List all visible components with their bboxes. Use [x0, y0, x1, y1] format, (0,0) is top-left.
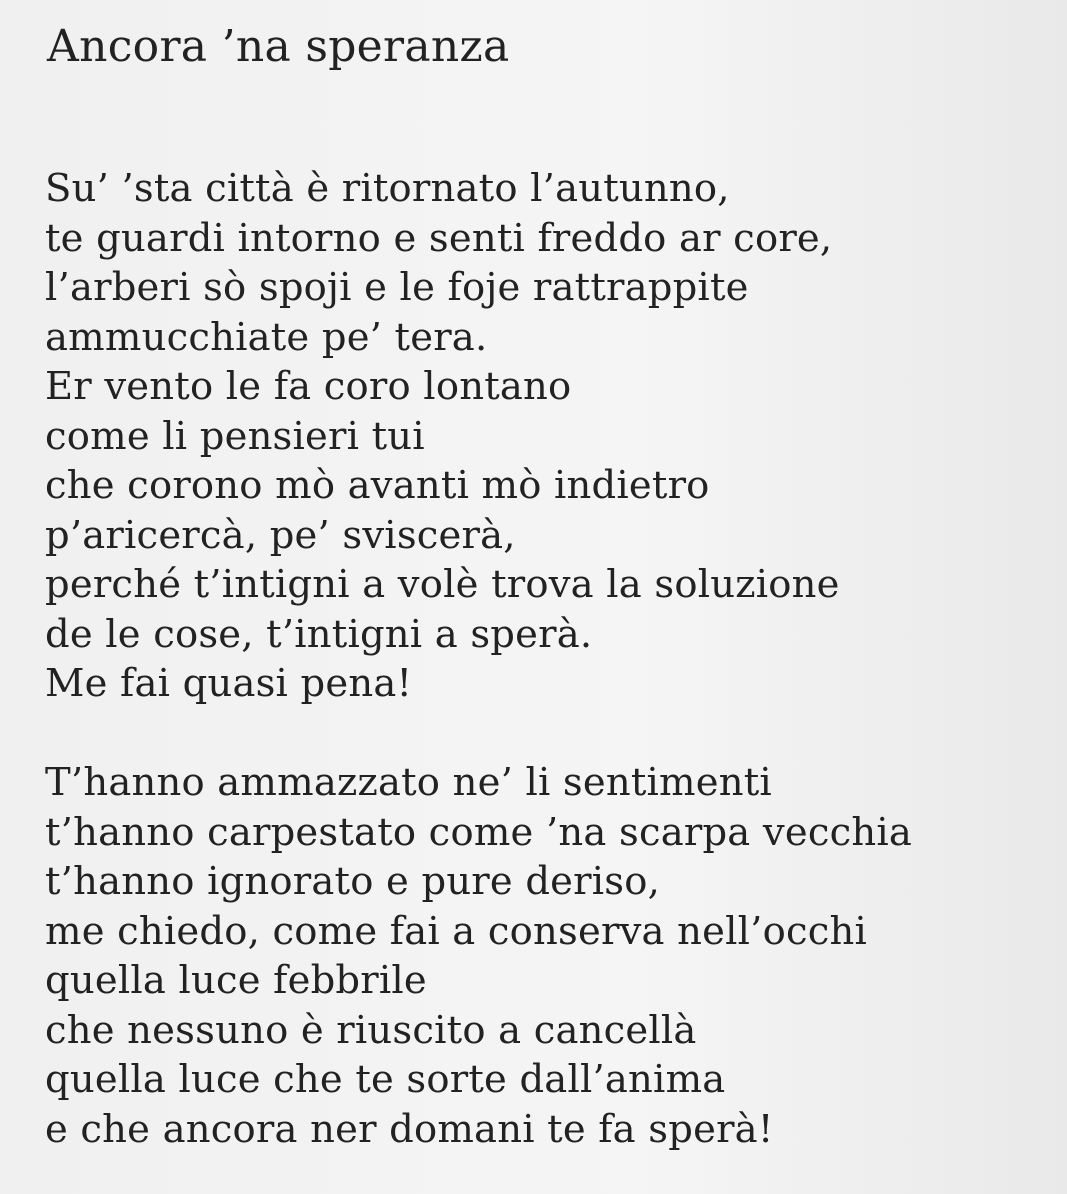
poem-line: l’arberi sò spoji e le foje rattrappite [45, 265, 749, 310]
poem-line: T’hanno ammazzato ne’ li sentimenti [45, 760, 772, 805]
poem-line: che corono mò avanti mò indietro [45, 463, 710, 508]
stanza-2 [45, 758, 912, 1154]
poem-line: come li pensieri tui [45, 413, 425, 459]
poem-line: Su’ ’sta città è ritornato l’autunno, [45, 166, 730, 211]
poem-line: me chiedo, come fai a conserva nell’occhi [45, 908, 867, 954]
poem-line: p’aricercà, pe’ sviscerà, [45, 512, 516, 558]
poem-line: quella luce che te sorte dall’anima [45, 1057, 726, 1102]
poem-line: t’hanno ignorato e pure deriso, [45, 859, 661, 904]
poem-line: Er vento le fa coro lontano [45, 364, 572, 409]
poem-line: Me fai quasi pena! [45, 661, 413, 706]
stanza-1 [45, 164, 840, 709]
poem-line: quella luce febbrile [45, 958, 427, 1003]
poem-line: e che ancora ner domani te fa sperà! [45, 1106, 774, 1152]
poem-line: de le cose, t’intigni a sperà. [45, 611, 593, 657]
poem-title: Ancora ’na speranza [47, 21, 510, 72]
poem-line: te guardi intorno e senti freddo ar core, [45, 215, 833, 261]
poem-line: perché t’intigni a volè trova la soluzione [45, 562, 840, 607]
poem-line: ammucchiate pe’ tera. [45, 314, 488, 360]
poem-line: t’hanno carpestato come ’na scarpa vecchia [45, 809, 913, 855]
poem-line: che nessuno è riuscito a cancellà [45, 1007, 697, 1053]
